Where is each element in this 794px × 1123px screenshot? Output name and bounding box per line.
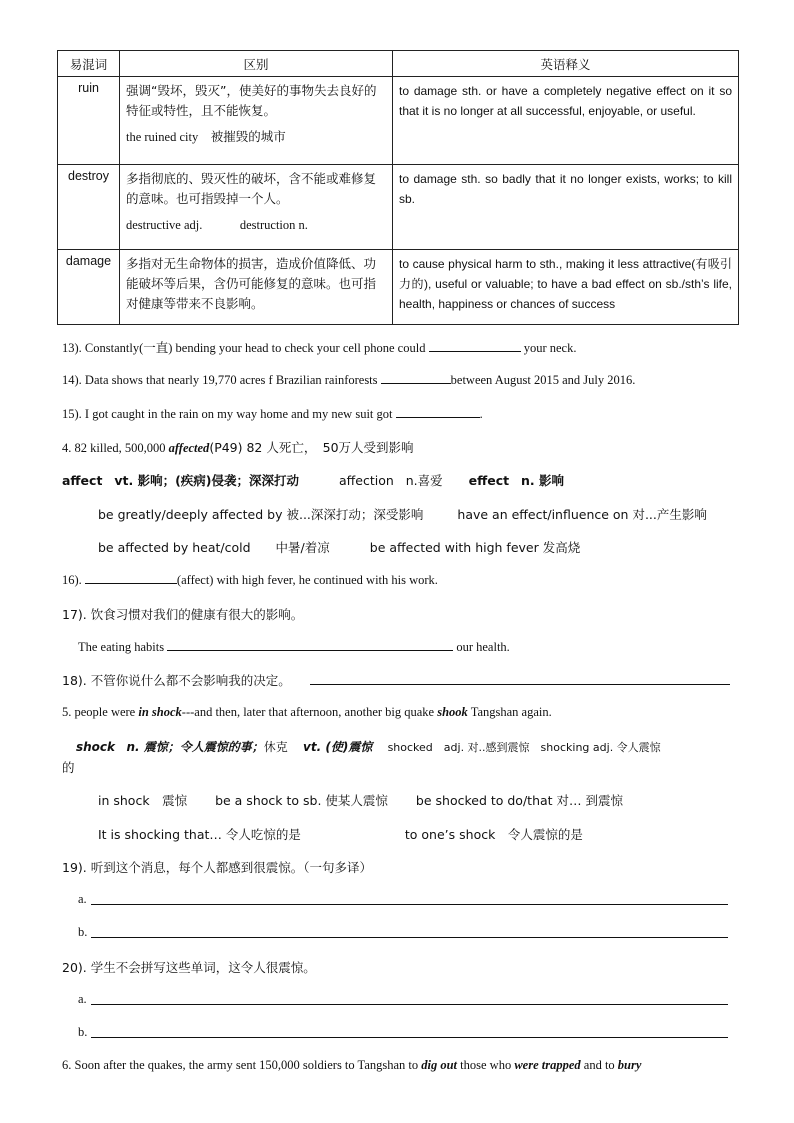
difference-text: 多指彻底的、毁灭性的破坏，含不能或难修复的意味。也可指毁掉一个人。	[126, 171, 377, 206]
header-english-definition: 英语释义	[393, 51, 739, 77]
difference-text: 强调“毁坏，毁灭”，使美好的事物失去良好的特征或特性，且不能恢复。	[126, 83, 377, 118]
table-header-row	[58, 51, 739, 77]
definition-cell: to cause physical harm to sth., making it less attractive(有吸引力的), useful or valuable; to have a bad effect on sb./sth’s life, health, happiness or chances of success	[393, 250, 739, 325]
word-cell: destroy	[58, 165, 120, 250]
difference-cell	[120, 250, 393, 325]
question-17-title: 17). 饮食习惯对我们的健康有很大的影响。	[62, 607, 304, 622]
definition-cell: to damage sth. so badly that it no longer exists, works; to kill sb.	[393, 165, 739, 250]
shock-definitions: shock n. 震惊；令人震惊的事；休克 vt. (使)震惊 shocked adj. 对..感到震惊 shocking adj. 令人震惊	[76, 740, 661, 754]
table-row	[58, 77, 739, 165]
question-20-title: 20). 学生不会拼写这些单词，这令人很震惊。	[62, 960, 316, 975]
shock-definitions-wrap: 的	[62, 760, 75, 775]
difference-cell	[120, 77, 393, 165]
answer-line[interactable]	[91, 937, 728, 938]
question-15: 15). I got caught in the rain on my way home and my new suit got .	[62, 407, 483, 421]
example-text: destructive adj. destruction n.	[126, 218, 308, 232]
word-cell: damage	[58, 250, 120, 325]
question-18-title: 18). 不管你说什么都不会影响我的决定。	[62, 673, 291, 688]
affect-phrases-2: be affected by heat/cold 中暑/着凉 be affected with high fever 发高烧	[98, 540, 581, 555]
header-difference: 区别	[120, 51, 393, 77]
answer-line[interactable]	[91, 1004, 728, 1005]
header-word: 易混词	[58, 51, 120, 77]
answer-blank[interactable]	[396, 405, 480, 418]
question-19-b-label: b.	[78, 925, 88, 939]
shock-phrases-1: in shock 震惊 be a shock to sb. 使某人震惊 be shocked to do/that 对… 到震惊	[98, 793, 623, 808]
answer-line[interactable]	[310, 684, 730, 685]
shock-phrases-2: It is shocking that… 令人吃惊的是 to one’s shock 令人震惊的是	[98, 827, 583, 842]
answer-blank[interactable]	[85, 571, 177, 584]
answer-blank[interactable]	[429, 339, 521, 352]
difference-cell	[120, 165, 393, 250]
section-4-heading: 4. 82 killed, 500,000 affected(P49) 82 人死亡， 50万人受到影响	[62, 440, 414, 455]
affect-definitions: affect vt. 影响；(疾病)侵袭；深深打动 affection n.喜爱 effect n. 影响	[62, 473, 565, 488]
answer-blank[interactable]	[381, 371, 451, 384]
question-13: 13). Constantly(一直) bending your head to check your cell phone could your neck.	[62, 341, 577, 355]
question-19-title: 19). 听到这个消息，每个人都感到很震惊。（一句多译）	[62, 860, 372, 875]
word-cell: ruin	[58, 77, 120, 165]
answer-line[interactable]	[91, 1037, 728, 1038]
answer-blank[interactable]	[167, 638, 453, 651]
affect-phrases-1: be greatly/deeply affected by 被...深深打动；深受影响 have an effect/influence on 对...产生影响	[98, 507, 707, 522]
table-row	[58, 250, 739, 325]
question-19-a-label: a.	[78, 892, 87, 906]
table-row	[58, 165, 739, 250]
example-text: the ruined city 被摧毁的城市	[126, 130, 286, 144]
section-6-heading: 6. Soon after the quakes, the army sent 150,000 soldiers to Tangshan to dig out those who were trapped and to bury	[62, 1058, 642, 1072]
definition-cell: to damage sth. or have a completely negative effect on it so that it is no longer at all successful, enjoyable, or useful.	[393, 77, 739, 165]
confusable-words-table	[57, 50, 739, 325]
question-17-sentence: The eating habits our health.	[78, 640, 510, 654]
answer-line[interactable]	[91, 904, 728, 905]
difference-text: 多指对无生命物体的损害，造成价值降低、功能破坏等后果，含仍可能修复的意味。也可指对健康等带来不良影响。	[126, 256, 377, 311]
section-5-heading: 5. people were in shock---and then, later that afternoon, another big quake shook Tangshan again.	[62, 705, 552, 719]
question-20-a-label: a.	[78, 992, 87, 1006]
question-16: 16). (affect) with high fever, he continued with his work.	[62, 573, 438, 587]
question-14: 14). Data shows that nearly 19,770 acres f Brazilian rainforests between August 2015 and July 2016.	[62, 373, 636, 387]
question-20-b-label: b.	[78, 1025, 88, 1039]
